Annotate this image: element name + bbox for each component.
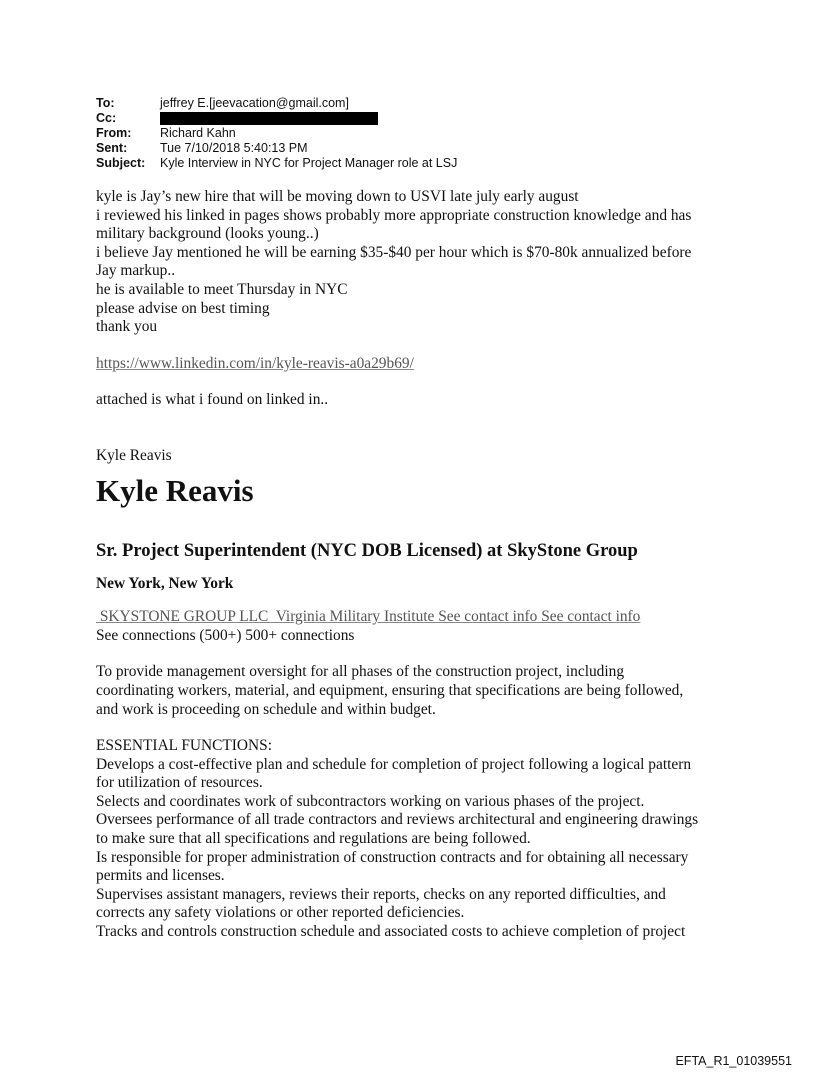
function-line: Develops a cost-effective plan and schedule for completion of project following a logical pattern (96, 755, 692, 773)
subject-row (96, 156, 457, 171)
from-row (96, 126, 457, 141)
subject-label: Subject: (96, 156, 146, 170)
function-line: permits and licenses. (96, 867, 225, 885)
sent-label: Sent: (96, 141, 128, 155)
cc-redaction-bar (160, 112, 378, 125)
function-line: for utilization of resources. (96, 774, 263, 792)
summary-line: coordinating workers, material, and equipment, ensuring that specifications are being followed, (96, 681, 684, 699)
message-line: kyle is Jay’s new hire that will be moving down to USVI late july early august (96, 188, 579, 205)
message-line: i reviewed his linked in pages shows probably more appropriate construction knowledge and has (96, 206, 692, 224)
profile-connections: See connections (500+) 500+ connections (96, 626, 355, 644)
functions-heading: ESSENTIAL FUNCTIONS: (96, 737, 272, 755)
summary-line: and work is proceeding on schedule and within budget. (96, 700, 436, 718)
sent-value: Tue 7/10/2018 5:40:13 PM (160, 141, 308, 155)
function-line: Tracks and controls construction schedule and associated costs to achieve completion of project (96, 923, 686, 941)
function-line: Is responsible for proper administration of construction contracts and for obtaining all necessary (96, 848, 689, 866)
profile-location: New York, New York (96, 574, 234, 592)
attached-note: attached is what i found on linked in.. (96, 391, 329, 409)
function-line: Oversees performance of all trade contractors and reviews architectural and engineering drawings (96, 811, 699, 829)
linkedin-profile-link[interactable]: https://www.linkedin.com/in/kyle-reavis-a0a29b69/ (96, 354, 414, 372)
to-row (96, 96, 457, 111)
function-line: Supervises assistant managers, reviews their reports, checks on any reported difficulties, and (96, 885, 666, 903)
message-line: Jay markup.. (96, 262, 176, 280)
message-line: thank you (96, 318, 158, 336)
summary-line: To provide management oversight for all phases of the construction project, including (96, 663, 625, 681)
email-body (96, 188, 726, 942)
cc-row (96, 111, 457, 126)
profile-headline: Sr. Project Superintendent (NYC DOB Licensed) at SkyStone Group (96, 540, 638, 561)
from-label: From: (96, 126, 132, 140)
message-line: he is available to meet Thursday in NYC (96, 280, 348, 298)
message-line: please advise on best timing (96, 299, 270, 317)
email-header (96, 96, 457, 171)
sent-row (96, 141, 457, 156)
function-line: corrects any safety violations or other reported deficiencies. (96, 904, 465, 922)
cc-label: Cc: (96, 111, 117, 125)
from-value: Richard Kahn (160, 126, 236, 140)
document-id: EFTA_R1_01039551 (675, 1054, 792, 1068)
profile-name-heading: Kyle Reavis (96, 472, 254, 508)
function-line: Selects and coordinates work of subcontractors working on various phases of the project. (96, 792, 645, 810)
message-line: i believe Jay mentioned he will be earning $35-$40 per hour which is $70-80k annualized before (96, 243, 692, 261)
profile-name-small: Kyle Reavis (96, 446, 172, 464)
to-value: jeffrey E.[jeevacation@gmail.com] (160, 96, 349, 110)
function-line: to make sure that all specifications and regulations are being followed. (96, 830, 531, 848)
message-line: military background (looks young..) (96, 225, 319, 243)
to-label: To: (96, 96, 115, 110)
subject-value: Kyle Interview in NYC for Project Manager role at LSJ (160, 156, 458, 170)
profile-links-line[interactable]: SKYSTONE GROUP LLC Virginia Military Institute See contact info See contact info (96, 608, 641, 626)
